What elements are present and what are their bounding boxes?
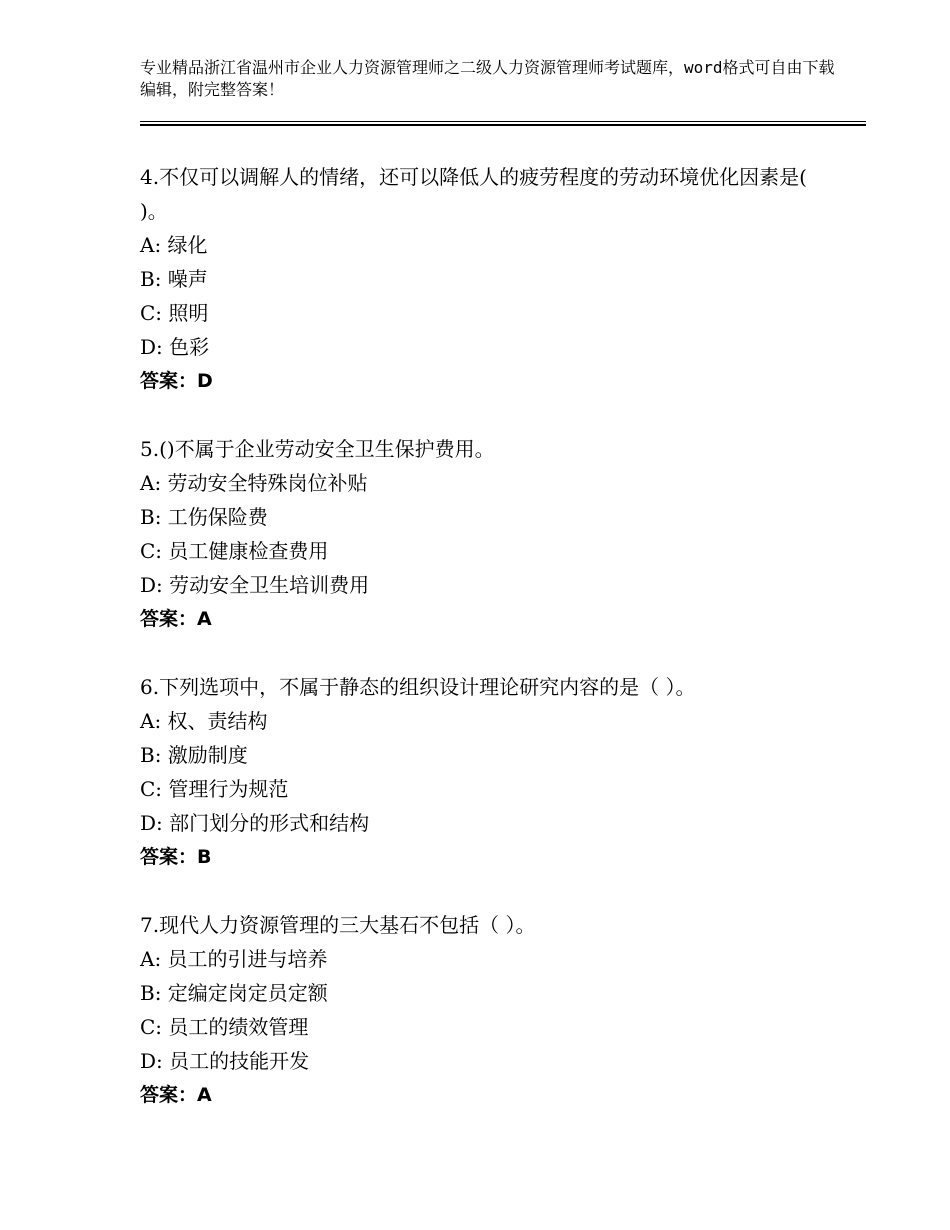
- header-divider-thin: [140, 121, 866, 122]
- option-a: A: 劳动安全特殊岗位补贴: [140, 471, 368, 495]
- option-c: C: 员工健康检查费用: [140, 539, 329, 563]
- option-b: B: 噪声: [140, 267, 208, 291]
- option-c: C: 照明: [140, 301, 209, 325]
- header-divider-thick: [140, 124, 866, 126]
- option-a: A: 员工的引进与培养: [140, 947, 328, 971]
- question-stem: 5.()不属于企业劳动安全卫生保护费用。: [140, 437, 495, 461]
- option-b: B: 工伤保险费: [140, 505, 268, 529]
- option-c: C: 管理行为规范: [140, 777, 289, 801]
- question-stem: 4.不仅可以调解人的情绪，还可以降低人的疲劳程度的劳动环境优化因素是( )。: [140, 165, 807, 223]
- option-d: D: 员工的技能开发: [140, 1049, 310, 1073]
- option-d: D: 劳动安全卫生培训费用: [140, 573, 370, 597]
- answer-line: 答案：A: [140, 608, 212, 630]
- question-5: [140, 432, 830, 636]
- question-4: [140, 160, 830, 398]
- answer-line: 答案：B: [140, 846, 212, 868]
- answer-line: 答案：D: [140, 370, 213, 392]
- option-d: D: 部门划分的形式和结构: [140, 811, 370, 835]
- option-a: A: 权、责结构: [140, 709, 268, 733]
- document-header: 专业精品浙江省温州市企业人力资源管理师之二级人力资源管理师考试题库，word格式可自由下载编辑，附完整答案！: [140, 58, 835, 99]
- option-b: B: 定编定岗定员定额: [140, 981, 328, 1005]
- option-b: B: 激励制度: [140, 743, 248, 767]
- option-c: C: 员工的绩效管理: [140, 1015, 309, 1039]
- question-list: [140, 160, 830, 1146]
- option-d: D: 色彩: [140, 335, 210, 359]
- question-7: [140, 908, 830, 1112]
- question-stem: 6.下列选项中，不属于静态的组织设计理论研究内容的是（ ）。: [140, 675, 696, 699]
- question-stem: 7.现代人力资源管理的三大基石不包括（ ）。: [140, 913, 536, 937]
- answer-line: 答案：A: [140, 1084, 212, 1106]
- option-a: A: 绿化: [140, 233, 208, 257]
- question-6: [140, 670, 830, 874]
